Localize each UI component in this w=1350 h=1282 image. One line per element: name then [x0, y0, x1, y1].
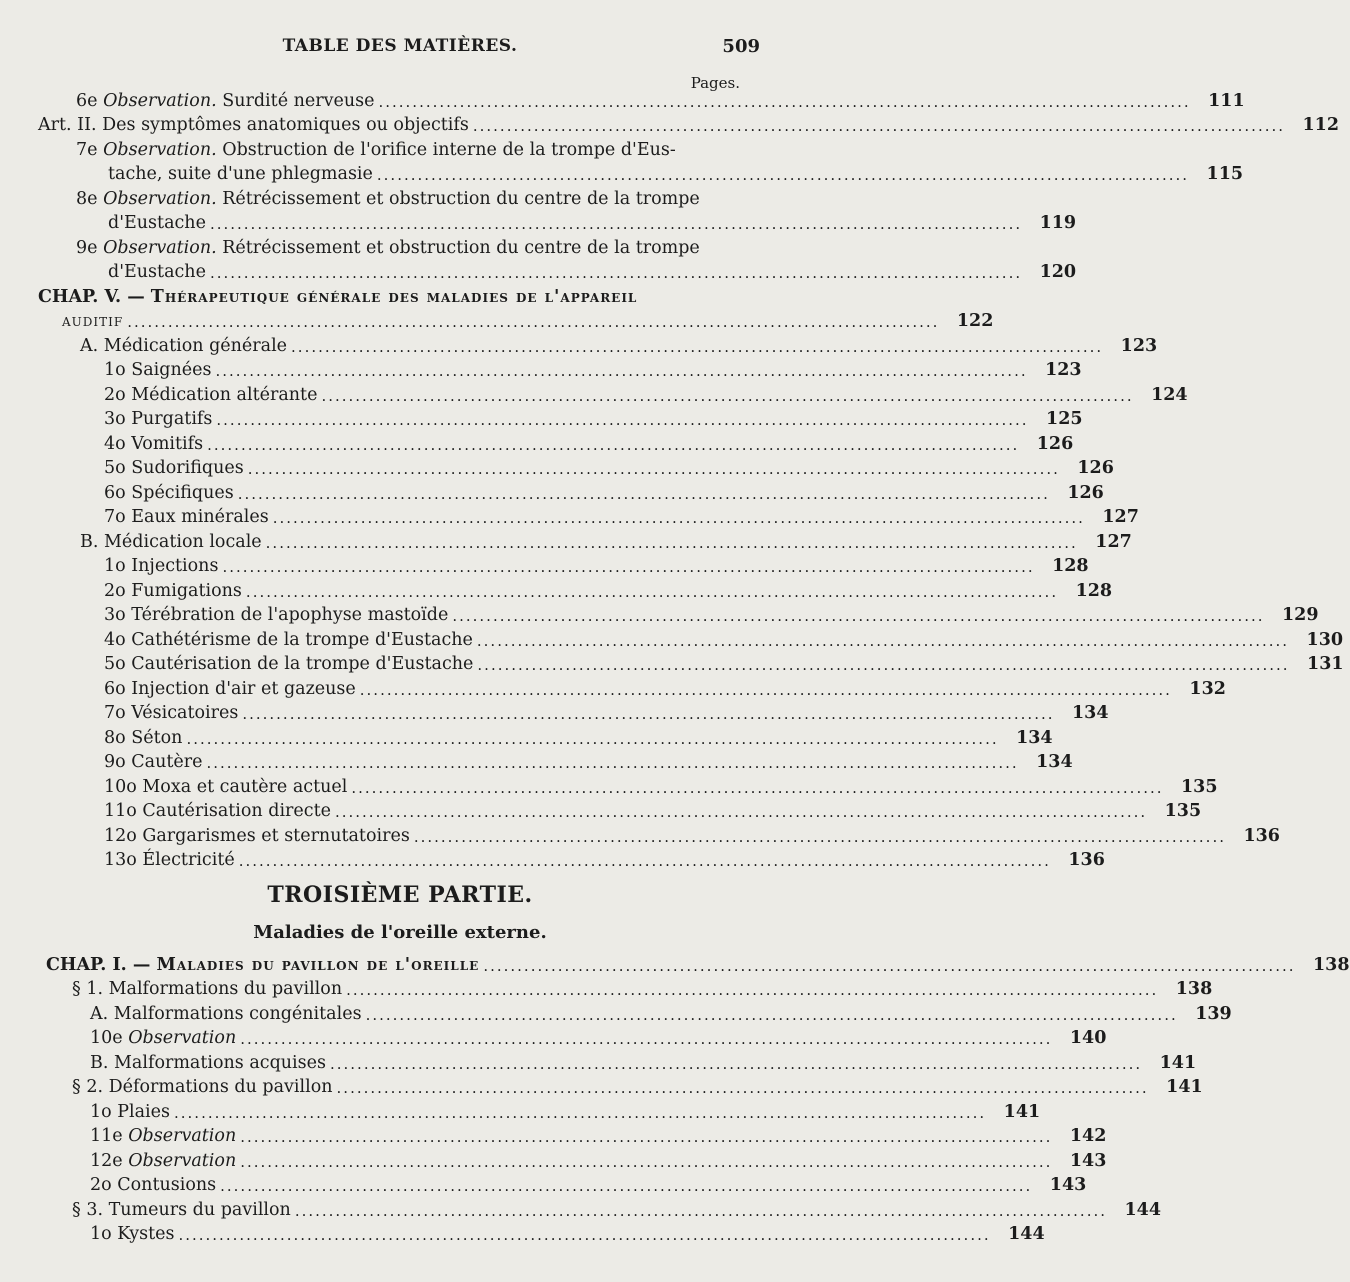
toc-entry-prefix: 4o — [104, 629, 126, 650]
toc-entry-text — [104, 360, 211, 380]
toc-entry-title: Thérapeutique générale des maladies de l'appareil — [150, 286, 638, 307]
toc-entry-page: 124 — [1151, 384, 1188, 405]
toc-entry-page: 127 — [1095, 531, 1132, 552]
toc-entry-text — [72, 979, 342, 999]
toc-entry-text — [104, 826, 410, 846]
toc-entry-title: d'Eustache — [108, 213, 206, 233]
toc-entry-title: Fumigations — [131, 580, 242, 601]
dot-leader: ........................................................................................................................ — [222, 558, 1035, 576]
toc-entry-title: Surdité nerveuse — [222, 90, 375, 111]
toc-entry-title: Tumeurs du pavillon — [108, 1199, 291, 1220]
toc-entry-prefix: A. — [90, 1003, 109, 1024]
toc-entry-page: 126 — [1036, 433, 1074, 454]
toc-entry — [0, 1195, 1161, 1220]
dot-leader: ........................................................................................................................ — [329, 1054, 1143, 1073]
dot-leader: ........................................................................................................................ — [240, 1152, 1053, 1171]
part-subtitle: Maladies de l'oreille externe. — [253, 922, 547, 943]
toc-entry-title: d'Eustache — [108, 262, 206, 282]
toc-entry — [0, 86, 1245, 111]
dot-leader: ........................................................................................................................ — [365, 1005, 1178, 1024]
toc-entry-title: Plaies — [117, 1101, 170, 1122]
toc-entry-title: tache, suite d'une phlegmasie — [108, 164, 373, 184]
toc-entry — [0, 846, 1105, 871]
dot-leader: ........................................................................................................................ — [334, 803, 1148, 821]
toc-entry — [0, 184, 800, 209]
toc-entry-page: 136 — [1068, 850, 1105, 870]
toc-entry-prefix: 8o — [104, 727, 126, 748]
toc-entry-page: 134 — [1016, 727, 1053, 748]
toc-entry-page: 142 — [1069, 1126, 1107, 1146]
toc-entry-prefix: 1o — [104, 556, 126, 576]
toc-entry — [0, 233, 800, 258]
dot-leader: ........................................................................................................................ — [359, 680, 1172, 699]
toc-entry-prefix: 7e — [76, 139, 98, 160]
toc-entry-page: 123 — [1045, 360, 1082, 380]
toc-entry-observation-label: Observation — [128, 1150, 237, 1171]
dot-leader: ........................................................................................................................ — [209, 264, 1023, 282]
dot-leader: ........................................................................................................................ — [238, 852, 1051, 870]
toc-entry-text — [104, 728, 182, 748]
dot-leader: ........................................................................................................................ — [237, 484, 1050, 503]
dot-leader: ........................................................................................................................ — [291, 337, 1104, 356]
toc-entry-page: 115 — [1206, 164, 1244, 184]
toc-entry-prefix: 2o — [104, 580, 126, 601]
dot-leader: ........................................................................................................................ — [476, 631, 1290, 650]
toc-entry-text — [108, 213, 206, 233]
toc-entry-title: Vomitifs — [131, 433, 204, 454]
toc-entry-prefix: 3o — [104, 409, 126, 429]
toc-entry-text — [104, 850, 235, 870]
dot-leader: ........................................................................................................................ — [376, 166, 1190, 184]
toc-entry-title: Térébration de l'apophyse mastoïde — [131, 605, 449, 625]
toc-entry-page: 143 — [1049, 1175, 1087, 1195]
toc-entry-title: Eaux minérales — [131, 507, 269, 527]
dot-leader: ........................................................................................................................ — [477, 656, 1290, 674]
toc-entry-text — [104, 752, 202, 772]
toc-entry-page: 135 — [1164, 801, 1202, 821]
toc-entry-prefix: Art. II. — [38, 115, 97, 135]
toc-entry — [0, 772, 1218, 797]
toc-entry-title: Rétrécissement et obstruction du centre de la trompe — [222, 237, 700, 258]
toc-entry — [0, 331, 1158, 356]
dot-leader: ........................................................................................................................ — [216, 411, 1029, 429]
toc-entry-prefix: 7o — [104, 703, 126, 723]
toc-entry — [0, 135, 800, 160]
toc-entry — [0, 258, 1077, 283]
toc-entry-prefix: 11e — [90, 1126, 123, 1146]
toc-entry-text — [108, 164, 373, 184]
running-header-title: TABLE DES MATIÈRES. — [282, 36, 518, 56]
toc-entry-text — [104, 654, 473, 674]
toc-entry-observation-label: Observation. — [103, 139, 217, 160]
toc-entry-page: 112 — [1302, 115, 1340, 135]
dot-leader: ........................................................................................................................ — [247, 460, 1060, 478]
toc-entry-prefix: 2o — [104, 384, 126, 405]
toc-entry-page: 120 — [1039, 262, 1077, 282]
toc-entry-prefix: § 1. — [72, 979, 104, 999]
toc-entry-text — [76, 140, 676, 160]
pages-column-label: Pages. — [690, 74, 740, 92]
toc-entry-title: Spécifiques — [131, 482, 234, 503]
toc-entry — [0, 723, 1053, 748]
toc-entry-text — [104, 483, 234, 503]
toc-entry-title: Purgatifs — [131, 409, 213, 429]
toc-entry-text — [76, 189, 700, 209]
toc-entry-text — [62, 311, 123, 331]
toc-entry-page: 143 — [1069, 1150, 1107, 1171]
toc-entry-page: 111 — [1208, 90, 1245, 111]
toc-entry-title: Médication générale — [103, 335, 288, 356]
toc-entry-prefix: 6e — [76, 90, 98, 111]
toc-entry-title: Kystes — [117, 1224, 175, 1244]
toc-entry — [0, 650, 1344, 675]
toc-entry-title: Cautérisation directe — [142, 801, 331, 821]
toc-entry — [0, 1024, 1107, 1049]
toc-entry-title: Maladies du pavillon de l'oreille — [156, 954, 480, 975]
toc-entry — [0, 552, 1089, 577]
toc-entry-title: Sudorifiques — [131, 458, 244, 478]
toc-entry-title: Déformations du pavillon — [108, 1077, 333, 1097]
toc-entry-prefix: B. — [90, 1052, 109, 1073]
toc-entry — [0, 1073, 1203, 1098]
toc-entry-observation-label: Observation. — [103, 188, 217, 209]
toc-entry-observation-label: Observation — [128, 1126, 237, 1146]
toc-entry — [0, 1097, 1041, 1122]
toc-entry — [0, 950, 1350, 975]
toc-entry-page: 123 — [1120, 335, 1158, 356]
toc-entry-prefix: CHAP. V. — — [38, 286, 145, 307]
toc-entry-text — [104, 679, 356, 699]
toc-entry-page: 125 — [1046, 409, 1083, 429]
toc-entry-prefix: 7o — [104, 507, 126, 527]
toc-entry-page: 122 — [956, 311, 994, 331]
dot-leader: ........................................................................................................................ — [207, 435, 1020, 454]
dot-leader: ........................................................................................................................ — [240, 1030, 1053, 1048]
toc-entry-prefix: 9e — [76, 237, 98, 258]
dot-leader: ........................................................................................................................ — [242, 705, 1055, 723]
toc-entry — [0, 601, 1319, 626]
toc-entry-page: 135 — [1180, 776, 1218, 797]
dot-leader: ........................................................................................................................ — [245, 582, 1059, 601]
toc-entry-prefix: 6o — [104, 482, 126, 503]
toc-entry-title: Électricité — [142, 850, 235, 870]
toc-entry-text — [104, 434, 203, 454]
toc-entry — [0, 625, 1344, 650]
toc-entry-title: Malformations du pavillon — [108, 979, 343, 999]
toc-entry-text — [104, 581, 242, 601]
toc-entry-page: 138 — [1175, 979, 1213, 999]
toc-entry-title: Vésicatoires — [131, 703, 239, 723]
toc-entry-text — [38, 115, 469, 135]
toc-entry-prefix: 6o — [104, 678, 126, 699]
dot-leader: ........................................................................................................................ — [215, 362, 1028, 380]
toc-entry-title: Malformations congénitales — [113, 1003, 362, 1024]
toc-entry-page: 129 — [1281, 605, 1319, 625]
toc-entry-prefix: 1o — [90, 1101, 112, 1122]
toc-entry-prefix: 4o — [104, 433, 126, 454]
toc-entry-page: 128 — [1052, 556, 1089, 576]
toc-entry-text — [76, 91, 374, 111]
toc-entry-prefix: § 2. — [72, 1077, 104, 1097]
toc-entry-title: Des symptômes anatomiques ou objectifs — [102, 115, 469, 135]
toc-entry-text — [104, 385, 317, 405]
toc-entry-title: Séton — [131, 727, 183, 748]
toc-entry-text — [108, 262, 206, 282]
toc-entry-page: 141 — [1166, 1077, 1203, 1097]
toc-entry-title: Cautère — [131, 752, 203, 772]
dot-leader: ........................................................................................................................ — [178, 1226, 991, 1244]
toc-entry-page: 134 — [1071, 703, 1109, 723]
toc-entry-text — [90, 1126, 236, 1146]
toc-entry — [0, 429, 1074, 454]
toc-entry-title: Médication locale — [104, 531, 262, 552]
toc-entry-prefix: 1o — [104, 360, 126, 380]
page-number: 509 — [722, 36, 760, 57]
dot-leader: ........................................................................................................................ — [321, 386, 1134, 405]
toc-entry-prefix: 12o — [104, 825, 137, 846]
toc-entry-prefix: 12e — [90, 1150, 123, 1171]
toc-entry — [0, 797, 1202, 822]
dot-leader: ........................................................................................................................ — [483, 956, 1296, 975]
toc-entry — [0, 527, 1132, 552]
toc-entry — [0, 307, 994, 332]
toc-entry-page: 144 — [1008, 1224, 1045, 1244]
toc-entry-prefix: 8e — [76, 188, 98, 209]
toc-entry — [0, 674, 1226, 699]
toc-entry-observation-label: Observation — [128, 1028, 237, 1048]
toc-entry-text — [38, 287, 637, 307]
toc-entry — [0, 282, 800, 307]
toc-entry — [0, 478, 1104, 503]
toc-entry-page: 119 — [1039, 213, 1077, 233]
toc-entry — [0, 380, 1188, 405]
dot-leader: ........................................................................................................................ — [351, 778, 1164, 797]
toc-entry-text — [90, 1224, 174, 1244]
dot-leader: ........................................................................................................................ — [346, 981, 1159, 999]
toc-entry-prefix: 3o — [104, 605, 126, 625]
dot-leader: ........................................................................................................................ — [294, 1201, 1107, 1220]
toc-entry-title: auditif — [62, 311, 124, 331]
toc-entry-prefix: § 3. — [72, 1199, 104, 1220]
toc-entry-text — [90, 1102, 170, 1122]
toc-entry — [0, 975, 1213, 1000]
toc-entry-title: Gargarismes et sternutatoires — [142, 825, 410, 846]
toc-entry — [0, 454, 1114, 479]
toc-entry-observation-label: Observation. — [103, 237, 217, 258]
toc-entry-page: 130 — [1306, 629, 1344, 650]
toc-entry-text — [104, 507, 269, 527]
toc-entry-page: 141 — [1159, 1052, 1197, 1073]
toc-entry-title: Malformations acquises — [114, 1052, 326, 1073]
toc-entry-prefix: B. — [80, 531, 99, 552]
toc-entry-text — [104, 777, 347, 797]
toc-entry — [0, 111, 1340, 136]
dot-leader: ........................................................................................................................ — [472, 117, 1286, 135]
toc-entry-prefix: 5o — [104, 654, 126, 674]
toc-entry-observation-label: Observation. — [103, 90, 217, 111]
dot-leader: ........................................................................................................................ — [452, 607, 1265, 625]
toc-entry-text — [104, 703, 238, 723]
toc-entry — [0, 1220, 1045, 1245]
toc-entry — [0, 1122, 1107, 1147]
toc-entry-page: 144 — [1124, 1199, 1161, 1220]
toc-entry-title: Cathétérisme de la trompe d'Eustache — [131, 629, 473, 650]
toc-entry-text — [90, 1151, 236, 1171]
dot-leader: ........................................................................................................................ — [206, 754, 1019, 772]
toc-entry-text — [90, 1004, 362, 1024]
dot-leader: ........................................................................................................................ — [336, 1079, 1149, 1097]
toc-entry-page: 126 — [1067, 482, 1104, 503]
toc-entry-prefix: 11o — [104, 801, 137, 821]
toc-entry-title: Obstruction de l'orifice interne de la trompe d'Eus- — [222, 139, 676, 160]
toc-entry-text — [104, 801, 331, 821]
dot-leader: ........................................................................................................................ — [265, 533, 1078, 552]
toc-entry — [0, 1048, 1197, 1073]
dot-leader: ........................................................................................................................ — [240, 1128, 1053, 1146]
dot-leader: ........................................................................................................................ — [209, 215, 1023, 233]
part-title: TROISIÈME PARTIE. — [267, 882, 533, 908]
toc-entry-page: 140 — [1069, 1028, 1107, 1048]
toc-entry-page: 132 — [1189, 678, 1226, 699]
toc-entry-prefix: 2o — [90, 1175, 112, 1195]
toc-entry-prefix: 1o — [90, 1224, 112, 1244]
toc-entry-prefix: 9o — [104, 752, 126, 772]
toc-entry-title: Saignées — [131, 360, 212, 380]
toc-entry — [0, 160, 1244, 185]
toc-entry — [0, 999, 1232, 1024]
dot-leader: ........................................................................................................................ — [378, 92, 1191, 111]
toc-entry — [0, 503, 1139, 528]
toc-entry-page: 128 — [1075, 580, 1113, 601]
toc-entry-text — [72, 1077, 333, 1097]
toc-entry — [0, 405, 1083, 430]
toc-entry — [0, 699, 1109, 724]
toc-entry-title: Contusions — [117, 1175, 217, 1195]
toc-entry-text — [90, 1028, 236, 1048]
toc-entry-prefix: 10e — [90, 1028, 123, 1048]
toc-entry-title: Moxa et cautère actuel — [142, 776, 348, 797]
toc-entry-text — [104, 605, 448, 625]
toc-entry-prefix: A. — [80, 335, 99, 356]
toc-entry-title: Injections — [131, 556, 219, 576]
toc-entry-text — [46, 955, 479, 975]
toc-entry — [0, 1146, 1107, 1171]
toc-entry-text — [80, 336, 287, 356]
toc-entry — [0, 209, 1077, 234]
toc-entry-text — [104, 630, 473, 650]
toc-entry-prefix: 13o — [104, 850, 137, 870]
dot-leader: ........................................................................................................................ — [186, 729, 999, 748]
toc-entry-text — [80, 532, 262, 552]
toc-entry-prefix: 10o — [104, 776, 137, 797]
toc-entry — [0, 576, 1113, 601]
toc-entry-title: Médication altérante — [131, 384, 318, 405]
toc-entry-title: Cautérisation de la trompe d'Eustache — [131, 654, 474, 674]
dot-leader: ........................................................................................................................ — [174, 1103, 987, 1122]
toc-entry — [0, 356, 1082, 381]
toc-entry-text — [72, 1200, 291, 1220]
toc-entry — [0, 748, 1073, 773]
toc-entry-prefix: 5o — [104, 458, 126, 478]
toc-entry-title: Injection d'air et gazeuse — [131, 678, 356, 699]
toc-entry-text — [104, 556, 218, 576]
toc-entry-text — [104, 458, 244, 478]
toc-entry — [0, 821, 1280, 846]
toc-entry-page: 134 — [1036, 752, 1073, 772]
toc-entry-text — [90, 1175, 216, 1195]
toc-entry-page: 138 — [1312, 954, 1350, 975]
toc-entry-page: 126 — [1077, 458, 1114, 478]
toc-entry-text — [104, 409, 212, 429]
dot-leader: ........................................................................................................................ — [413, 827, 1226, 846]
dot-leader: ........................................................................................................................ — [220, 1177, 1033, 1195]
dot-leader: ........................................................................................................................ — [272, 509, 1085, 527]
toc-entry-page: 131 — [1307, 654, 1344, 674]
toc-entries-top — [0, 86, 1344, 870]
toc-entry-text — [76, 238, 700, 258]
toc-entries-bottom — [0, 950, 1350, 1244]
dot-leader: ........................................................................................................................ — [127, 313, 940, 331]
toc-entry-page: 141 — [1003, 1101, 1041, 1122]
toc-entry-prefix: CHAP. I. — — [46, 954, 151, 975]
toc-entry-page: 136 — [1243, 825, 1280, 846]
toc-entry-page: 139 — [1195, 1003, 1232, 1024]
toc-entry-title: Rétrécissement et obstruction du centre de la trompe — [222, 188, 700, 209]
toc-entry-text — [90, 1053, 326, 1073]
toc-entry — [0, 1171, 1087, 1196]
toc-entry-page: 127 — [1102, 507, 1139, 527]
